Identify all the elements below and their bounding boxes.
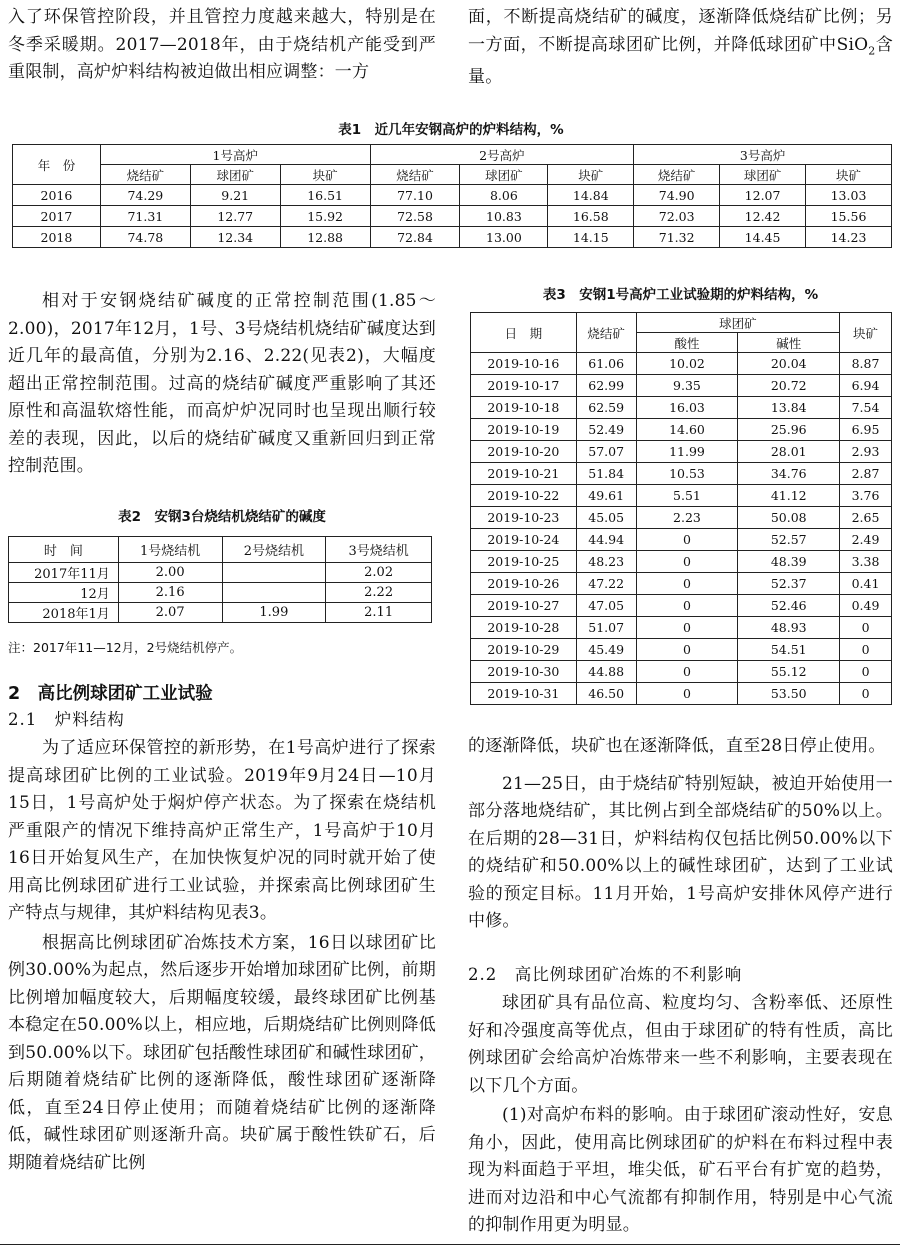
- table-cell: 44.88: [576, 661, 636, 683]
- table-cell: 2019-10-23: [471, 507, 577, 529]
- table-cell: 0: [636, 617, 738, 639]
- table-header: 日 期: [471, 313, 577, 353]
- table-header: 块矿: [548, 165, 634, 185]
- table-cell: 2.16: [118, 583, 222, 603]
- subsection-heading: 2.1 炉料结构: [8, 710, 125, 729]
- table-row: [471, 529, 892, 551]
- table-cell: 45.49: [576, 639, 636, 661]
- table-cell: [222, 563, 326, 583]
- table-cell: 0: [636, 683, 738, 705]
- table-cell: 0: [840, 617, 892, 639]
- table-cell: 12.34: [190, 227, 280, 248]
- table-2-caption: 表2 安钢3台烧结机烧结矿的碱度: [118, 509, 326, 525]
- table-cell: 55.12: [738, 661, 840, 683]
- table-cell: 74.90: [634, 185, 720, 206]
- table-cell: 0: [636, 551, 738, 573]
- table-cell: 2.23: [636, 507, 738, 529]
- table-cell: 0: [636, 573, 738, 595]
- table-cell: 74.78: [100, 227, 190, 248]
- table-cell: 8.06: [460, 185, 548, 206]
- table-row: [471, 485, 892, 507]
- table-header: 烧结矿: [100, 165, 190, 185]
- table-cell: 2019-10-26: [471, 573, 577, 595]
- subsection-heading-2: 2.2 高比例球团矿冶炼的不利影响: [468, 965, 743, 984]
- paragraph: 球团矿具有品位高、粒度均匀、含粉率低、还原性好和冷强度高等优点，但由于球团矿的特有性质，高比例球团矿会给高炉冶炼带来一些不利影响，主要表现在以下几个方面。: [468, 993, 893, 1096]
- table-cell: 2019-10-22: [471, 485, 577, 507]
- table-cell: 0: [636, 529, 738, 551]
- table-cell: 16.58: [548, 206, 634, 227]
- table-cell: 34.76: [738, 463, 840, 485]
- table-cell: 2019-10-18: [471, 397, 577, 419]
- table-header: 烧结矿: [576, 313, 636, 353]
- left-paragraph-basicity: [8, 288, 436, 481]
- table-cell: 12.77: [190, 206, 280, 227]
- table-cell: 0.41: [840, 573, 892, 595]
- table-header: 球团矿: [190, 165, 280, 185]
- table-cell: 2019-10-21: [471, 463, 577, 485]
- table-cell: 0.49: [840, 595, 892, 617]
- table-header: 年 份: [13, 145, 101, 185]
- paragraph: 为了适应环保管控的新形势，在1号高炉进行了探索提高球团矿比例的工业试验。2019年9月24日—10月15日，1号高炉处于焖炉停产状态。为了探索在烧结机严重限产的情况下维持高炉正常生产，1号高炉于10月16日开始复风生产，在加快恢复炉况的同时就开始了使用高比例球团矿进行工业试验，并探索高比例球团矿生产特点与规律，其炉料结构见表3。: [8, 738, 436, 923]
- table-cell: 71.31: [100, 206, 190, 227]
- table-header: 块矿: [840, 313, 892, 353]
- table-1-caption: 表1 近几年安钢高炉的炉料结构，%: [338, 122, 564, 138]
- table-cell: 9.21: [190, 185, 280, 206]
- paragraph: 相对于安钢烧结矿碱度的正常控制范围(1.85～2.00)，2017年12月，1号、3号烧结机烧结矿碱度达到近几年的最高值，分别为2.16、2.22(见表2)，大幅度超出正常控制范围。过高的烧结矿碱度严重影响了其还原性和高温软熔性能，而高炉炉况同时也呈现出顺行较差的表现，因此，以后的烧结矿碱度又重新回归到正常控制范围。: [8, 291, 436, 476]
- table-cell: 13.00: [460, 227, 548, 248]
- table-cell: 2019-10-31: [471, 683, 577, 705]
- table-cell: 62.59: [576, 397, 636, 419]
- table-row: [9, 603, 432, 623]
- table-cell: 48.23: [576, 551, 636, 573]
- table-cell: 2016: [13, 185, 101, 206]
- table-cell: 2017年11月: [9, 563, 119, 583]
- table-header: 烧结矿: [634, 165, 720, 185]
- table-cell: 51.84: [576, 463, 636, 485]
- table-cell: 2.22: [326, 583, 432, 603]
- table-cell: 14.45: [720, 227, 806, 248]
- table-cell: 20.72: [738, 375, 840, 397]
- table-cell: 2017: [13, 206, 101, 227]
- table-cell: 2.93: [840, 441, 892, 463]
- table-cell: 16.51: [280, 185, 370, 206]
- table-cell: 0: [840, 639, 892, 661]
- table-cell: 2018年1月: [9, 603, 119, 623]
- table-cell: 10.83: [460, 206, 548, 227]
- table-cell: 47.05: [576, 595, 636, 617]
- paragraph: 入了环保管控阶段，并且管控力度越来越大，特别是在冬季采暖期。2017—2018年，由于烧结机产能受到严重限制，高炉炉料结构被迫做出相应调整：一方: [8, 7, 436, 82]
- table-cell: 2018: [13, 227, 101, 248]
- table-cell: 2019-10-30: [471, 661, 577, 683]
- table-row: [471, 353, 892, 375]
- table-cell: 2019-10-28: [471, 617, 577, 639]
- table-row: [9, 563, 432, 583]
- table-cell: 12.42: [720, 206, 806, 227]
- table-cell: 44.94: [576, 529, 636, 551]
- table-row: [471, 639, 892, 661]
- table-row: [471, 617, 892, 639]
- table-row: [9, 583, 432, 603]
- table-row: [471, 441, 892, 463]
- table-header: 块矿: [280, 165, 370, 185]
- table-header: 块矿: [806, 165, 892, 185]
- table-cell: 12.88: [280, 227, 370, 248]
- table-row: [471, 595, 892, 617]
- table-cell: [222, 583, 326, 603]
- table-header: 2号高炉: [370, 145, 634, 165]
- table-cell: 2.49: [840, 529, 892, 551]
- table-header: 烧结矿: [370, 165, 460, 185]
- table-cell: 10.02: [636, 353, 738, 375]
- table-cell: 9.35: [636, 375, 738, 397]
- table-cell: 8.87: [840, 353, 892, 375]
- table-cell: 10.53: [636, 463, 738, 485]
- page-bottom-rule: [0, 1244, 900, 1245]
- paragraph: 的逐渐降低，块矿也在逐渐降低，直至28日停止使用。: [468, 736, 886, 756]
- paragraph: (1)对高炉布料的影响。由于球团矿滚动性好，安息角小，因此，使用高比例球团矿的炉料在布料过程中表现为料面趋于平坦，堆尖低，矿石平台有扩宽的趋势，进而对边沿和中心气流都有抑制作用，特别是中心气流的抑制作用更为明显。: [468, 1105, 893, 1235]
- table-cell: 28.01: [738, 441, 840, 463]
- table-cell: 6.94: [840, 375, 892, 397]
- table-cell: 12.07: [720, 185, 806, 206]
- table-cell: 15.56: [806, 206, 892, 227]
- table-header: 球团矿: [460, 165, 548, 185]
- table-row: [13, 227, 892, 248]
- table-header: 3号高炉: [634, 145, 892, 165]
- table-header: 时 间: [9, 537, 119, 563]
- table-cell: 53.50: [738, 683, 840, 705]
- table-cell: 15.92: [280, 206, 370, 227]
- table-cell: 14.23: [806, 227, 892, 248]
- table-cell: 0: [840, 683, 892, 705]
- paragraph: 面，不断提高烧结矿的碱度，逐渐降低烧结矿比例；另一方面，不断提高球团矿比例，并降低球团矿中SiO$_2$含量。: [468, 7, 893, 88]
- table-header: 碱性: [738, 333, 840, 353]
- table-cell: 49.61: [576, 485, 636, 507]
- table-cell: 46.50: [576, 683, 636, 705]
- table-header: 酸性: [636, 333, 738, 353]
- table-cell: 5.51: [636, 485, 738, 507]
- table-cell: 2019-10-19: [471, 419, 577, 441]
- table-2: [8, 536, 432, 623]
- table-header: 3号烧结机: [326, 537, 432, 563]
- table-cell: 62.99: [576, 375, 636, 397]
- table-cell: 2019-10-20: [471, 441, 577, 463]
- table-cell: 2.07: [118, 603, 222, 623]
- table-cell: 72.58: [370, 206, 460, 227]
- table-cell: 13.03: [806, 185, 892, 206]
- table-header: 球团矿: [636, 313, 839, 333]
- table-cell: 52.37: [738, 573, 840, 595]
- table-header: 球团矿: [720, 165, 806, 185]
- table-cell: 2019-10-27: [471, 595, 577, 617]
- table-cell: 52.57: [738, 529, 840, 551]
- paragraph: 21—25日，由于烧结矿特别短缺，被迫开始使用一部分落地烧结矿，其比例占到全部烧结矿的50%以上。在后期的28—31日，炉料结构仅包括比例50.00%以下的烧结矿和50.00%以上的碱性球团矿，达到了工业试验的预定目标。11月开始，1号高炉安排休风停产进行中修。: [468, 773, 893, 931]
- table-cell: 14.84: [548, 185, 634, 206]
- table-header: 1号高炉: [100, 145, 370, 165]
- table-row: [471, 419, 892, 441]
- table-cell: 72.03: [634, 206, 720, 227]
- table-row: [471, 683, 892, 705]
- table-cell: 2.87: [840, 463, 892, 485]
- table-row: [471, 573, 892, 595]
- table-row: [471, 507, 892, 529]
- right-paragraphs-2: [468, 990, 893, 1240]
- table-cell: 54.51: [738, 639, 840, 661]
- table-cell: 77.10: [370, 185, 460, 206]
- table-cell: 16.03: [636, 397, 738, 419]
- table-cell: 50.08: [738, 507, 840, 529]
- table-cell: 0: [636, 639, 738, 661]
- table-cell: 2019-10-16: [471, 353, 577, 375]
- top-right-text: [468, 4, 893, 92]
- table-cell: 3.76: [840, 485, 892, 507]
- table-cell: 2.65: [840, 507, 892, 529]
- table-cell: 11.99: [636, 441, 738, 463]
- table-cell: 72.84: [370, 227, 460, 248]
- table-cell: 51.07: [576, 617, 636, 639]
- table-cell: 2019-10-17: [471, 375, 577, 397]
- table-cell: 0: [840, 661, 892, 683]
- table-cell: 57.07: [576, 441, 636, 463]
- left-paragraphs-2: [8, 735, 436, 1177]
- table-cell: 2019-10-29: [471, 639, 577, 661]
- table-3-caption: 表3 安钢1号高炉工业试验期的炉料结构，%: [542, 287, 819, 303]
- right-paragraphs: [468, 733, 893, 936]
- table-cell: 13.84: [738, 397, 840, 419]
- table-cell: 3.38: [840, 551, 892, 573]
- table-1: [12, 144, 892, 248]
- table-cell: 48.39: [738, 551, 840, 573]
- table-cell: 52.49: [576, 419, 636, 441]
- table-row: [13, 206, 892, 227]
- table-cell: 2019-10-25: [471, 551, 577, 573]
- table-row: [471, 463, 892, 485]
- table-3: [470, 312, 892, 705]
- table-cell: 14.15: [548, 227, 634, 248]
- table-cell: 45.05: [576, 507, 636, 529]
- table-cell: 0: [636, 595, 738, 617]
- table-cell: 7.54: [840, 397, 892, 419]
- table-header: 2号烧结机: [222, 537, 326, 563]
- table-cell: 0: [636, 661, 738, 683]
- table-row: [471, 397, 892, 419]
- table-cell: 25.96: [738, 419, 840, 441]
- paragraph: 根据高比例球团矿冶炼技术方案，16日以球团矿比例30.00%为起点，然后逐步开始增加球团矿比例，前期比例增加幅度较大，后期幅度较缓，最终球团矿比例基本稳定在50.00%以上，相应地，后期烧结矿比例则降低到50.00%以下。球团矿包括酸性球团矿和碱性球团矿，后期随着烧结矿比例的逐渐降低，酸性球团矿逐渐降低，直至24日停止使用；而随着烧结矿比例的逐渐降低，碱性球团矿则逐渐升高。块矿属于酸性铁矿石，后期随着烧结矿比例: [8, 932, 436, 1173]
- table-row: [13, 185, 892, 206]
- table-cell: 2.02: [326, 563, 432, 583]
- table-cell: 2019-10-24: [471, 529, 577, 551]
- table-header: 1号烧结机: [118, 537, 222, 563]
- table-cell: 6.95: [840, 419, 892, 441]
- table-cell: 41.12: [738, 485, 840, 507]
- table-cell: 74.29: [100, 185, 190, 206]
- table-cell: 52.46: [738, 595, 840, 617]
- table-cell: 2.11: [326, 603, 432, 623]
- table-cell: 47.22: [576, 573, 636, 595]
- table-cell: 12月: [9, 583, 119, 603]
- section-heading: 2 高比例球团矿工业试验: [8, 684, 213, 704]
- table-cell: 2.00: [118, 563, 222, 583]
- top-left-text: [8, 4, 436, 87]
- table-row: [471, 551, 892, 573]
- table-cell: 48.93: [738, 617, 840, 639]
- table-cell: 1.99: [222, 603, 326, 623]
- table-row: [471, 661, 892, 683]
- table-row: [471, 375, 892, 397]
- table-cell: 61.06: [576, 353, 636, 375]
- table-2-note: 注：2017年11—12月，2号烧结机停产。: [8, 640, 243, 655]
- table-cell: 20.04: [738, 353, 840, 375]
- table-cell: 14.60: [636, 419, 738, 441]
- table-cell: 71.32: [634, 227, 720, 248]
